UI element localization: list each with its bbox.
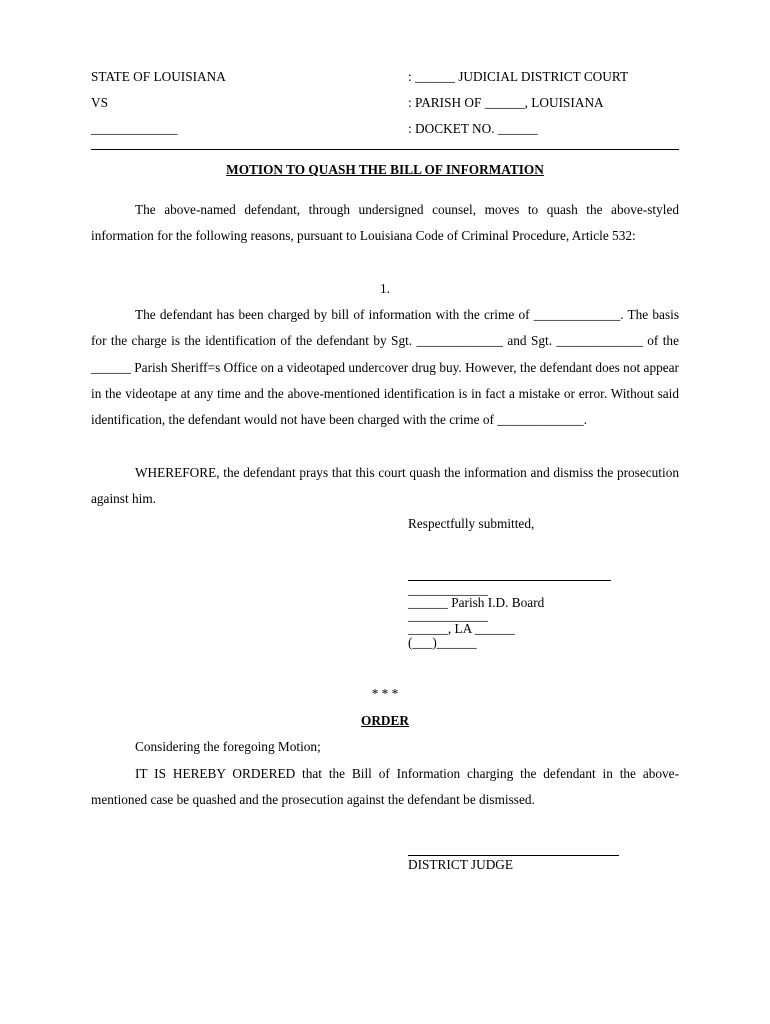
order-title: ORDER [360, 713, 410, 728]
section-separator: * * * [371, 686, 399, 701]
city-state-zip: ______, LA ______ [408, 621, 515, 636]
attorney-name-blank: ____________ [408, 582, 488, 597]
board-name: ______ Parish I.D. Board [408, 595, 545, 610]
closing-respectfully: Respectfully submitted, [408, 516, 535, 531]
wherefore-paragraph: WHEREFORE, the defendant prays that this court quash the information and dismiss the prosecution against him. [91, 465, 679, 507]
motion-intro-paragraph: The above-named defendant, through undersigned counsel, moves to quash the above-styled information for the following reasons, pursuant to Louisiana Code of Criminal Procedure, Article 532: [91, 202, 679, 244]
address-blank: ____________ [408, 608, 488, 623]
order-considering: Considering the foregoing Motion; [135, 739, 321, 754]
caption-court: : ______ JUDICIAL DISTRICT COURT [408, 69, 629, 84]
caption-state: STATE OF LOUISIANA [91, 69, 226, 84]
judge-label: DISTRICT JUDGE [408, 857, 514, 872]
caption-parish: : PARISH OF ______, LOUISIANA [408, 95, 604, 110]
caption-vs: VS [91, 95, 108, 110]
caption-defendant-blank: _____________ [91, 121, 178, 136]
order-ruling-paragraph: IT IS HEREBY ORDERED that the Bill of Information charging the defendant in the above-mentioned case be quashed and the prosecution against the defendant be dismissed. [91, 766, 679, 808]
motion-body-paragraph: The defendant has been charged by bill of information with the crime of _____________. The basis for the charge is the identification of the defendant by Sgt. _____________ and Sgt. _____________ of the ______ Parish Sheriff=s Office on a videotaped undercover drug buy. However, the defendant does not appear in the videotape at any time and the above-mentioned identification is in fact a mistake or error. Without said identification, the defendant would not have been charged with the crime of _____________. [91, 307, 679, 428]
caption-divider [91, 149, 679, 150]
phone-number: (___)______ [408, 635, 477, 650]
motion-title: MOTION TO QUASH THE BILL OF INFORMATION [226, 162, 544, 177]
caption-docket: : DOCKET NO. ______ [408, 121, 538, 136]
judge-signature-line [408, 855, 619, 856]
signature-line [408, 580, 611, 581]
section-number: 1. [380, 281, 390, 296]
